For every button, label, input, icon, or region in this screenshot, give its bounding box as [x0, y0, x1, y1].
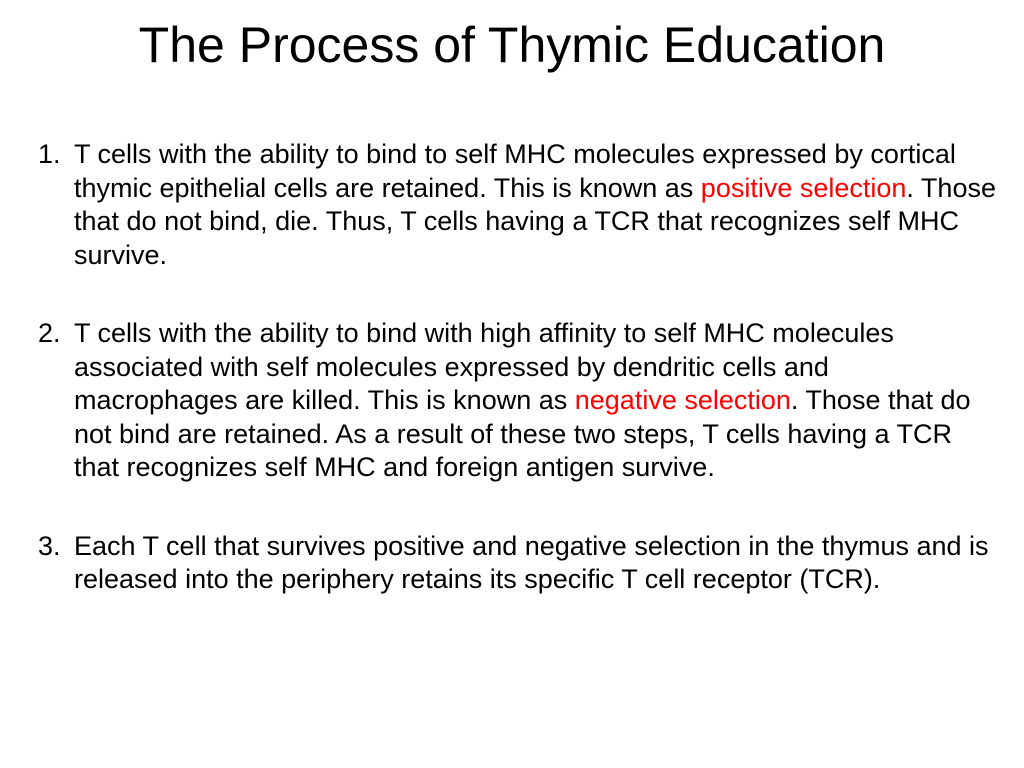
list-item-text: T cells with the ability to bind with high affinity to self MHC molecules associated with self molecules expressed by dendritic cells and macrophages are killed. This is known as [74, 318, 894, 415]
list-item [38, 530, 998, 597]
list-item-text: T cells with the ability to bind to self MHC molecules expressed by cortical thymic epithelial cells are retained. This is known as [74, 139, 956, 203]
slide-title: The Process of Thymic Education [138, 17, 886, 73]
list-item-text: . Those that do not bind, die. Thus, T cells having a TCR that recognizes self MHC survive. [74, 172, 996, 270]
list-item-text: . Those that do not bind are retained. As a result of these two steps, T cells having a TCR that recognizes self MHC and foreign antigen survive. [74, 385, 971, 482]
list-item-text: Each T cell that survives positive and negative selection in the thymus and is released into the periphery retains its specific T cell receptor (TCR). [74, 530, 989, 594]
list-item-number: 2. [38, 318, 61, 348]
list-item-number: 1. [38, 139, 61, 169]
numbered-list [38, 138, 998, 642]
list-item-number: 3. [38, 530, 61, 561]
list-item [38, 317, 998, 485]
list-item [38, 138, 998, 272]
highlighted-term: negative selection [574, 385, 791, 415]
highlighted-term: positive selection [700, 172, 907, 203]
